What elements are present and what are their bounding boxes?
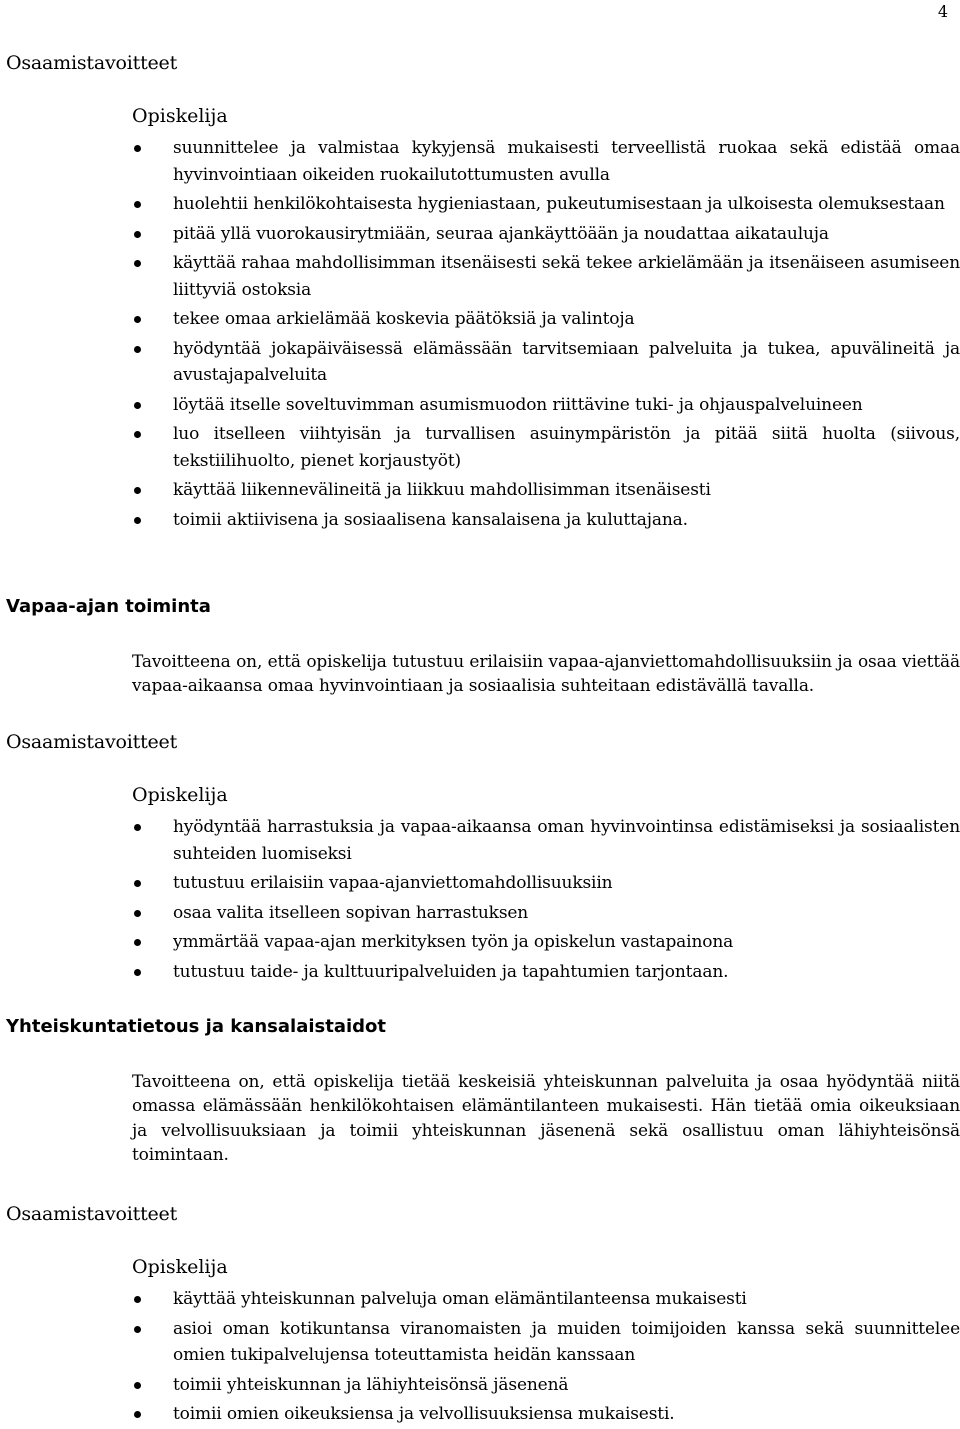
list-item: hyödyntää harrastuksia ja vapaa-aikaansa oman hyvinvointinsa edistämiseksi ja sosiaalisten suhteiden luomiseksi: [132, 814, 960, 867]
section-intro: Tavoitteena on, että opiskelija tutustuu erilaisiin vapaa-ajanviettomahdollisuuksiin ja osaa viettää vapaa-aikaansa omaa hyvinvointiaan ja sosiaalisia suhteitaan edistävällä tavalla.: [132, 652, 960, 697]
list-item: käyttää liikennevälineitä ja liikkuu mahdollisimman itsenäisesti: [132, 477, 960, 504]
list-item: käyttää yhteiskunnan palveluja oman elämäntilanteensa mukaisesti: [132, 1286, 960, 1313]
bullet-icon: [134, 260, 141, 267]
list-item: osaa valita itselleen sopivan harrastuksen: [132, 900, 960, 927]
list-lead: Opiskelija: [132, 784, 228, 806]
bullet-icon: [134, 1326, 141, 1333]
list-item: tutustuu erilaisiin vapaa-ajanviettomahdollisuuksiin: [132, 870, 960, 897]
bullet-icon: [134, 939, 141, 946]
section-label-osaamistavoitteet: Osaamistavoitteet: [6, 1203, 178, 1225]
bullet-icon: [134, 201, 141, 208]
list-item: käyttää rahaa mahdollisimman itsenäisesti sekä tekee arkielämään ja itsenäiseen asumiseen liittyviä ostoksia: [132, 250, 960, 303]
bullet-icon: [134, 910, 141, 917]
bullet-icon: [134, 1296, 141, 1303]
section-intro: Tavoitteena on, että opiskelija tietää keskeisiä yhteiskunnan palveluita ja osaa hyödyntää niitä omassa elämässään henkilökohtaisen elämäntilanteen mukaisesti. Hän tietää omia oikeuksiaan ja velvollisuuksiaan ja toimii yhteiskunnan jäsenenä sekä osallistuu oman lähiyhteisönsä toimintaan.: [132, 1072, 960, 1165]
list-item: huolehtii henkilökohtaisesta hygieniastaan, pukeutumisestaan ja ulkoisesta olemuksestaan: [132, 191, 960, 218]
section-heading-yhteiskuntatietous: Yhteiskuntatietous ja kansalaistaidot: [6, 1016, 386, 1037]
list-item: toimii omien oikeuksiensa ja velvollisuuksiensa mukaisesti.: [132, 1401, 960, 1428]
section-heading-vapaa-ajan-toiminta: Vapaa-ajan toiminta: [6, 596, 211, 617]
bullet-icon: [134, 487, 141, 494]
bullet-list-1: [132, 135, 960, 533]
list-item: ymmärtää vapaa-ajan merkityksen työn ja opiskelun vastapainona: [132, 929, 960, 956]
bullet-icon: [134, 231, 141, 238]
section-label-osaamistavoitteet: Osaamistavoitteet: [6, 731, 178, 753]
list-item: hyödyntää jokapäiväisessä elämässään tarvitsemiaan palveluita ja tukea, apuvälineitä ja avustajapalveluita: [132, 336, 960, 389]
bullet-list-3: [132, 1286, 960, 1428]
section-label-osaamistavoitteet: Osaamistavoitteet: [6, 52, 178, 74]
bullet-icon: [134, 316, 141, 323]
bullet-icon: [134, 1382, 141, 1389]
bullet-icon: [134, 145, 141, 152]
bullet-list-2: [132, 814, 960, 985]
list-item: luo itselleen viihtyisän ja turvallisen asuinympäristön ja pitää siitä huolta (siivous, tekstiilihuolto, pienet korjaustyöt): [132, 421, 960, 474]
bullet-icon: [134, 880, 141, 887]
list-item: asioi oman kotikuntansa viranomaisten ja muiden toimijoiden kanssa sekä suunnittelee omien tukipalvelujensa toteuttamista heidän kanssaan: [132, 1316, 960, 1369]
list-item: toimii aktiivisena ja sosiaalisena kansalaisena ja kuluttajana.: [132, 507, 960, 534]
bullet-icon: [134, 1411, 141, 1418]
list-item: suunnittelee ja valmistaa kykyjensä mukaisesti terveellistä ruokaa sekä edistää omaa hyvinvointiaan oikeiden ruokailutottumusten avulla: [132, 135, 960, 188]
bullet-icon: [134, 824, 141, 831]
bullet-icon: [134, 969, 141, 976]
list-item: toimii yhteiskunnan ja lähiyhteisönsä jäsenenä: [132, 1372, 960, 1399]
bullet-icon: [134, 346, 141, 353]
list-item: tekee omaa arkielämää koskevia päätöksiä ja valintoja: [132, 306, 960, 333]
bullet-icon: [134, 517, 141, 524]
list-item: löytää itselle soveltuvimman asumismuodon riittävine tuki- ja ohjauspalveluineen: [132, 392, 960, 419]
list-item: tutustuu taide- ja kulttuuripalveluiden ja tapahtumien tarjontaan.: [132, 959, 960, 986]
list-item: pitää yllä vuorokausirytmiään, seuraa ajankäyttöään ja noudattaa aikatauluja: [132, 221, 960, 248]
list-lead: Opiskelija: [132, 1256, 228, 1278]
page-number: 4: [937, 2, 948, 21]
bullet-icon: [134, 402, 141, 409]
list-lead: Opiskelija: [132, 105, 228, 127]
bullet-icon: [134, 431, 141, 438]
